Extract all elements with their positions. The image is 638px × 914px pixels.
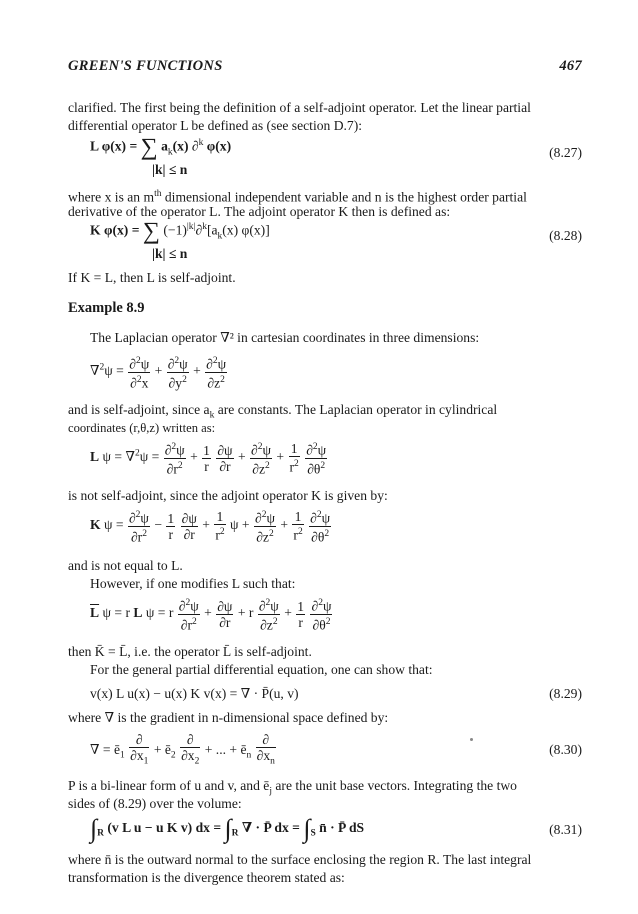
equation-8-29: v(x) L u(x) − u(x) K v(x) = ∇ · P̄(u, v) [90, 686, 299, 701]
summation-symbol: ∑ [140, 134, 158, 161]
page-number: 467 [559, 58, 582, 74]
text-line: P is a bi-linear form of u and v, and $ē_j$ are the unit base vectors. Integrating the two [68, 778, 517, 797]
equation-laplacian-cylindrical: L ψ = ∇$^2$ψ = $\frac{\partial^2\psi}{\partial r^2}$ + $\frac{1}{r}$ $\frac{\partial\psi}{\partial r}$ + $\frac{\partial^2\psi}{\partial z^2}$ + $\frac{1}{r^2}$ $\frac{\partial^2\psi}{\partial\theta^2}$ [90, 441, 327, 477]
scan-speck [470, 738, 473, 741]
text-line: where ∇ is the gradient in n-dimensional space defined by: [68, 710, 389, 725]
text-line: derivative of the operator L. The adjoint operator K then is defined as: [68, 204, 451, 219]
equation-modified-operator: $\overline{L}$ ψ = r L ψ = r $\frac{\partial^2\psi}{\partial r^2}$ + $\frac{\partial\psi}{\partial r}$ + r $\frac{\partial^2\psi}{\partial z^2}$ + $\frac{1}{r}$ $\frac{\partial^2\psi}{\partial\theta^2}$ [90, 598, 332, 633]
text-line: then K̄ = L̄, i.e. the operator L̄ is self-adjoint. [68, 644, 312, 659]
example-heading: Example 8.9 [68, 300, 145, 316]
text-line: transformation is the divergence theorem stated as: [68, 870, 345, 885]
summation-symbol: ∑ [142, 218, 160, 245]
equation-8-28: K φ(x) = ∑ $(-1)^{|k|}\partial^k[a_k(x)$ φ(x)] [90, 218, 270, 245]
text-line: If K = L, then L is self-adjoint. [68, 270, 236, 285]
text-line: and is self-adjoint, since $a_k$ are constants. The Laplacian operator in cylindrical [68, 402, 498, 421]
equation-8-31: $\int_R$ (v L u − u K v) dx = $\int_R$ ∇ · P̄ dx = $\int_S$ n̄ · P̄ dS [90, 813, 365, 843]
text-line: coordinates (r,θ,z) written as: [68, 421, 216, 435]
text-line: sides of (8.29) over the volume: [68, 796, 242, 811]
equation-8-30: ∇ = $ē_1$ $\frac{\partial}{\partial x_1}$ + $ē_2$ $\frac{\partial}{\partial x_2}$ + ... + $ē_n$ $\frac{\partial}{\partial x_n}$ [90, 732, 275, 767]
text-line: differential operator L be defined as (see section D.7): [68, 118, 363, 133]
text-line: For the general partial differential equation, one can show that: [90, 662, 433, 677]
summation-limit: |k| ≤ n [152, 162, 188, 177]
equation-number: (8.28) [549, 228, 582, 243]
header-title: GREEN'S FUNCTIONS [68, 58, 223, 74]
text-line: and is not equal to L. [68, 558, 183, 573]
summation-limit: |k| ≤ n [152, 246, 188, 261]
equation-8-27: L φ(x) = ∑ $a_k(x)$ ∂$^k$ φ(x) [90, 134, 232, 161]
equation-number: (8.29) [549, 686, 582, 701]
equation-adjoint-operator: K ψ = $\frac{\partial^2\psi}{\partial r^2}$ − $\frac{1}{r}$ $\frac{\partial\psi}{\partial r}$ + $\frac{1}{r^2}$ ψ + $\frac{\partial^2\psi}{\partial z^2}$ + $\frac{1}{r^2}$ $\frac{\partial^2\psi}{\partial\theta^2}$ [90, 509, 331, 545]
text-line: is not self-adjoint, since the adjoint operator K is given by: [68, 488, 388, 503]
text-line: clarified. The first being the definition of a self-adjoint operator. Let the linear partial [68, 100, 531, 115]
equation-number: (8.31) [549, 822, 582, 837]
running-header [68, 58, 582, 78]
text-line: The Laplacian operator ∇² in cartesian coordinates in three dimensions: [90, 330, 480, 345]
equation-laplacian-cartesian: ∇$^2$ψ = $\frac{\partial^2\psi}{\partial^2x}$ + $\frac{\partial^2\psi}{\partial y^2}$ + $\frac{\partial^2\psi}{\partial z^2}$ [90, 356, 227, 391]
text-line: However, if one modifies L such that: [90, 576, 296, 591]
equation-number: (8.27) [549, 145, 582, 160]
equation-number: (8.30) [549, 742, 582, 757]
text-line: where n̄ is the outward normal to the surface enclosing the region R. The last integral [68, 852, 532, 867]
text-line: where x is an $m^{th}$ dimensional independent variable and n is the highest order partial [68, 189, 527, 205]
